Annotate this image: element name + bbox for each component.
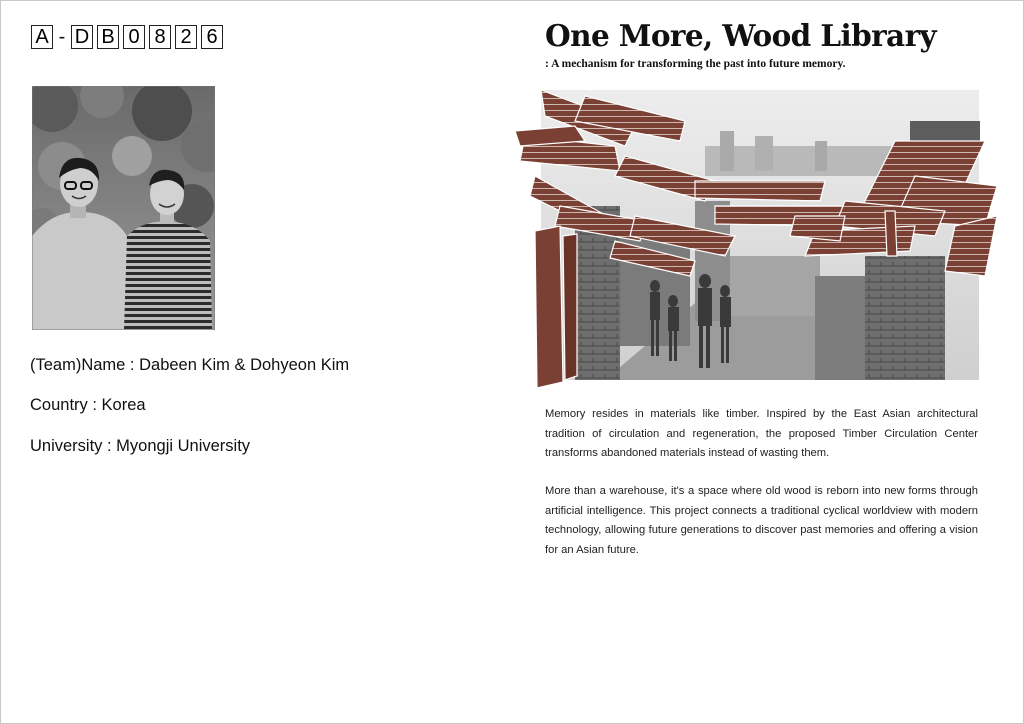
code-char: 8 <box>149 25 171 49</box>
entry-code <box>31 25 227 49</box>
team-country: Country : Korea <box>30 396 146 414</box>
code-char: 0 <box>123 25 145 49</box>
team-university: University : Myongji University <box>30 437 251 455</box>
team-photo-illustration <box>32 86 215 330</box>
code-char: B <box>97 25 119 49</box>
description-paragraph-2: More than a warehouse, it's a space where old wood is reborn into new forms through artificial intelligence. This project connects a traditional cyclical worldview with modern technology, allowing future generations to discover past memories and offering a vision for an Asian future. <box>545 485 978 556</box>
code-char: D <box>71 25 93 49</box>
project-title: One More, Wood Library <box>545 18 937 53</box>
code-char: 2 <box>175 25 197 49</box>
hero-collage-image <box>515 86 997 392</box>
hanok-street-illustration <box>515 86 997 392</box>
team-photo <box>32 86 215 330</box>
project-subtitle: : A mechanism for transforming the past into future memory. <box>545 58 846 70</box>
code-char: 6 <box>201 25 223 49</box>
code-char: A <box>31 25 53 49</box>
description-paragraph-1: Memory resides in materials like timber. Inspired by the East Asian architectural tradition of circulation and regeneration, the proposed Timber Circulation Center transforms abandoned materials instead of wasting them. <box>545 408 978 459</box>
code-dash: - <box>58 25 66 48</box>
team-name: (Team)Name : Dabeen Kim & Dohyeon Kim <box>30 356 350 374</box>
